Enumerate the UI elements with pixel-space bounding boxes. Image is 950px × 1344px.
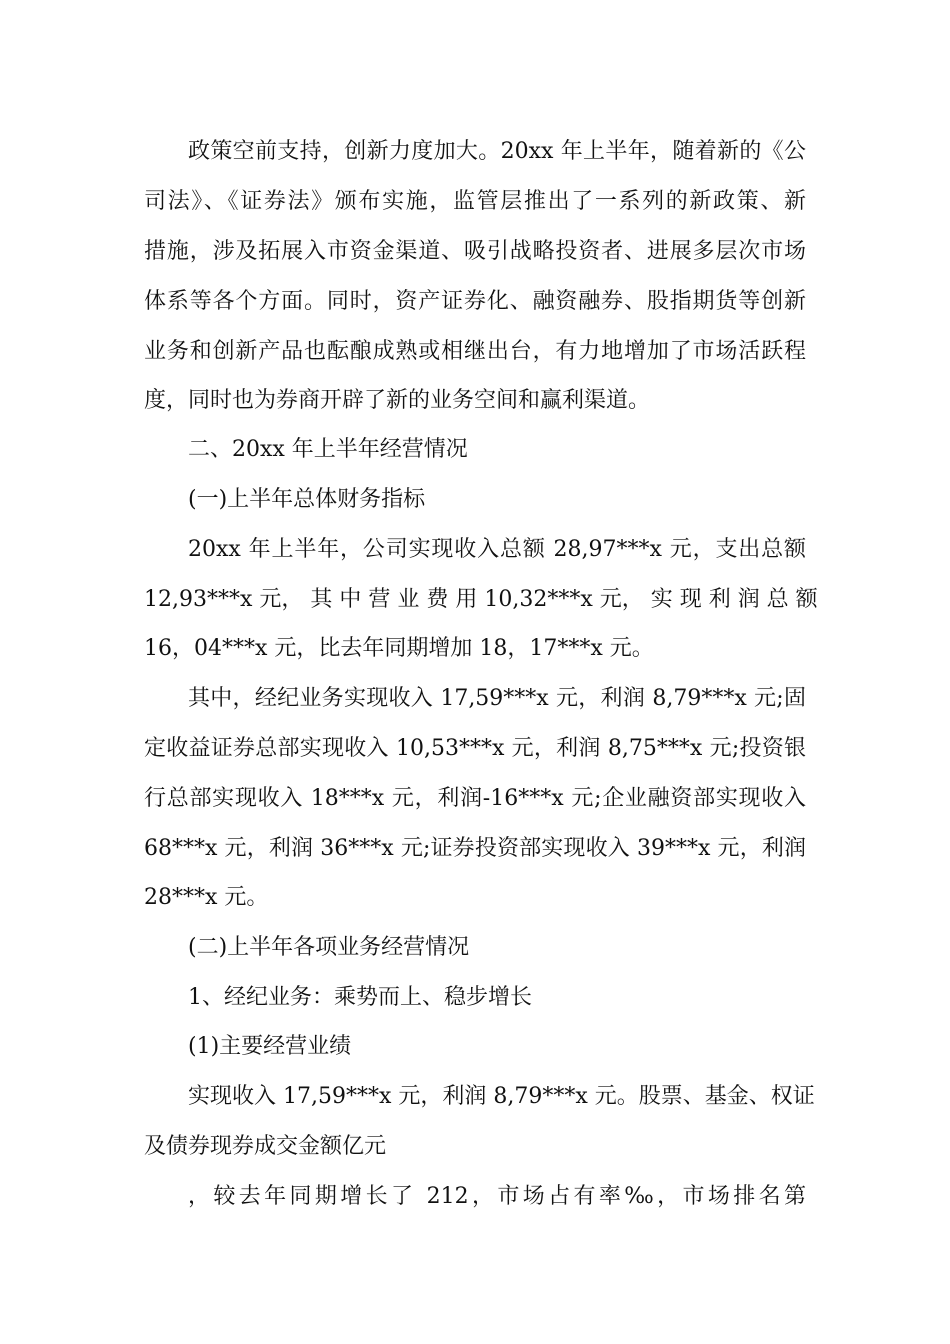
paragraph-line: 定收益证券总部实现收入 10,53***x 元，利润 8,75***x 元;投资银 [144,736,806,761]
paragraph-line: 业务和创新产品也酝酿成熟或相继出台，有力地增加了市场活跃程 [144,339,806,364]
paragraph-line: 12,93***x 元， 其 中 营 业 费 用 10,32***x 元， 实 现 利 润 总 额 [144,587,818,612]
paragraph-line: 20xx 年上半年，公司实现收入总额 28,97***x 元，支出总额 [188,537,806,562]
paragraph-line: 行总部实现收入 18***x 元，利润-16***x 元;企业融资部实现收入 [144,786,806,811]
paragraph-line: 16，04***x 元，比去年同期增加 18，17***x 元。 [144,636,654,661]
subsection-heading: (一)上半年总体财务指标 [188,487,426,512]
paragraph-line: 度，同时也为券商开辟了新的业务空间和赢利渠道。 [144,388,651,413]
section-heading: 二、20xx 年上半年经营情况 [188,437,468,462]
paragraph-line: 实现收入 17,59***x 元，利润 8,79***x 元。股票、基金、权证 [188,1084,815,1109]
paragraph-line: 其中，经纪业务实现收入 17,59***x 元，利润 8,79***x 元;固 [188,686,806,711]
paragraph-line: 体系等各个方面。同时，资产证券化、融资融券、股指期货等创新 [144,289,806,314]
paragraph-line: 措施，涉及拓展入市资金渠道、吸引战略投资者、进展多层次市场 [144,239,806,264]
paragraph-line: 68***x 元，利润 36***x 元;证券投资部实现收入 39***x 元，利润 [144,836,806,861]
paragraph-line: 司法》、《证券法》颁布实施，监管层推出了一系列的新政策、新 [144,189,806,214]
subsection-heading: (二)上半年各项业务经营情况 [188,935,470,960]
paragraph-line: 28***x 元。 [144,885,269,910]
paragraph-line: ，较去年同期增长了 212，市场占有率‰，市场排名第 [188,1184,806,1209]
item-subheading: (1)主要经营业绩 [188,1034,352,1059]
item-heading: 1、经纪业务：乘势而上、稳步增长 [188,985,532,1010]
paragraph-line: 及债券现券成交金额亿元 [144,1134,387,1159]
paragraph-line: 政策空前支持，创新力度加大。20xx 年上半年，随着新的《公 [188,139,806,164]
